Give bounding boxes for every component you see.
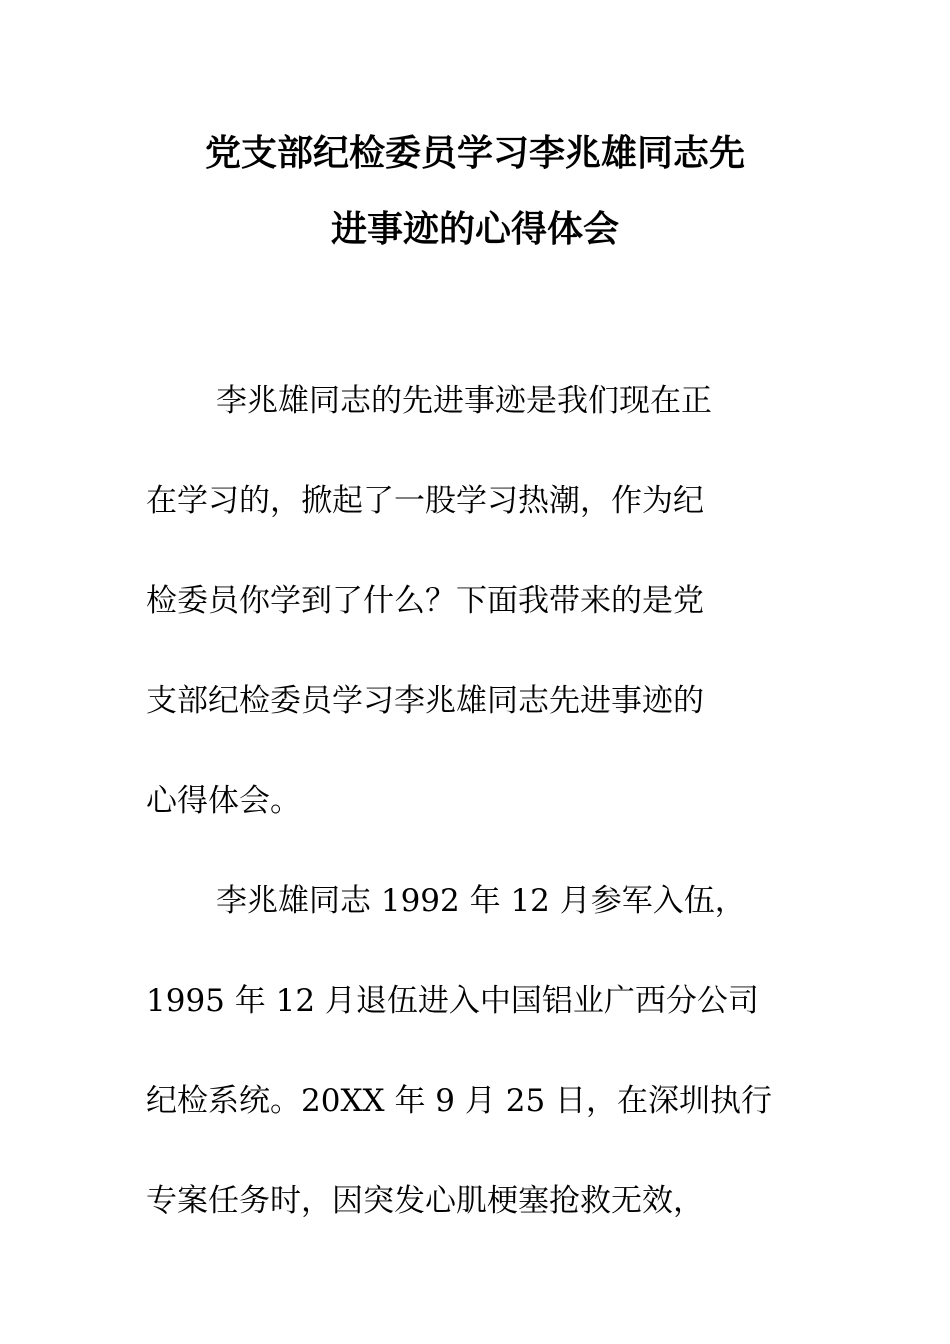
paragraph-2-line-1: 李兆雄同志 1992 年 12 月参军入伍， bbox=[216, 883, 746, 919]
paragraph-2-line-2: 1995 年 12 月退伍进入中国铝业广西分公司 bbox=[146, 983, 759, 1019]
document-title-line-2: 进事迹的心得体会 bbox=[330, 209, 619, 250]
document-title-line-1: 党支部纪检委员学习李兆雄同志先 bbox=[204, 133, 745, 174]
paragraph-1-line-1: 李兆雄同志的先进事迹是我们现在正 bbox=[216, 383, 712, 419]
paragraph-1-line-4: 支部纪检委员学习李兆雄同志先进事迹的 bbox=[146, 683, 704, 719]
paragraph-2-line-4: 专案任务时，因突发心肌梗塞抢救无效， bbox=[146, 1183, 704, 1219]
paragraph-1-line-5: 心得体会。 bbox=[146, 783, 301, 819]
paragraph-1-line-2: 在学习的，掀起了一股学习热潮，作为纪 bbox=[146, 483, 704, 519]
paragraph-1-line-3: 检委员你学到了什么？下面我带来的是党 bbox=[146, 583, 704, 619]
paragraph-2-line-3: 纪检系统。20XX 年 9 月 25 日，在深圳执行 bbox=[146, 1083, 773, 1119]
